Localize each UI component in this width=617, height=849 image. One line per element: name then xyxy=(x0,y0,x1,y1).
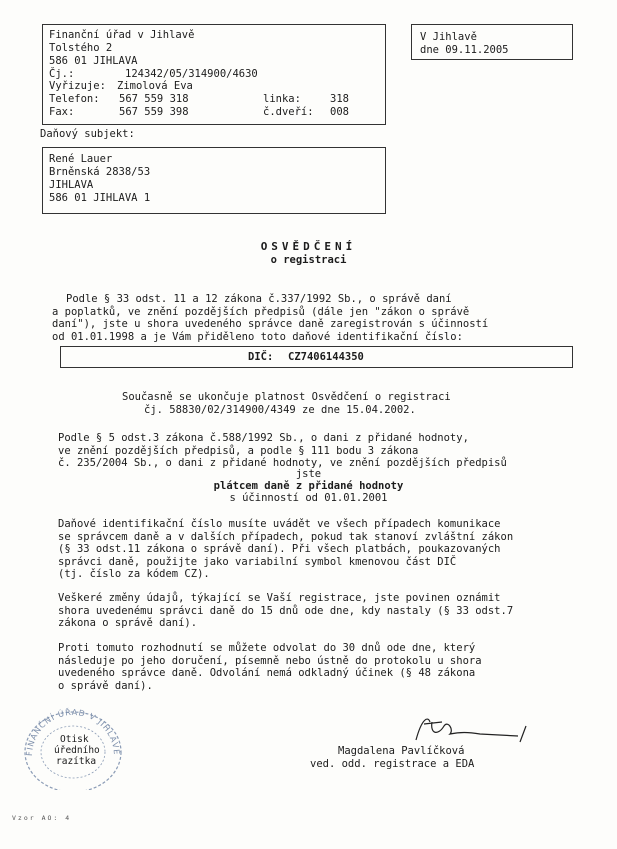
dic-usage-paragraph xyxy=(58,518,513,581)
para-line: zákona o správě daní). xyxy=(58,617,198,630)
stamp-ring-text: FINANČNÍ ÚŘAD V JIHLAVĚ xyxy=(24,707,122,757)
para-line: se správcem daně a v dalších případech, pokud tak stanoví zvláštní zákon xyxy=(58,530,514,543)
termination-ref: čj. 58830/02/314900/4349 ze dne 15.04.2002. xyxy=(144,404,416,416)
taxpayer-name: René Lauer xyxy=(49,153,113,165)
fax-value: 567 559 398 xyxy=(119,106,189,118)
para-line: (tj. číslo za kódem CZ). xyxy=(58,568,210,581)
dic-label: DIČ: xyxy=(248,351,274,363)
taxpayer-postal: 586 01 JIHLAVA 1 xyxy=(49,192,151,204)
signatory-role: ved. odd. registrace a EDA xyxy=(310,758,475,770)
office-city: 586 01 JIHLAVA xyxy=(49,55,138,67)
jste-word: jste xyxy=(295,468,322,480)
para-line: uvedeného správce daně. Odvolání nemá odkladný účinek (§ 48 zákona xyxy=(58,667,476,680)
appeal-paragraph xyxy=(58,642,482,692)
door-value: 008 xyxy=(330,106,349,118)
signatory-name: Magdalena Pavlíčková xyxy=(338,745,465,757)
stamp-line-2: úředního xyxy=(54,745,100,756)
fax-label: Fax: xyxy=(49,106,75,118)
changes-paragraph xyxy=(58,592,513,630)
phone-label: Telefon: xyxy=(49,93,100,105)
para-line: správci daně, použijte jako variabilní symbol kmenovou část DIČ xyxy=(58,555,457,568)
para-line: Proti tomuto rozhodnutí se můžete odvolat do 30 dnů ode dne, který xyxy=(58,642,476,654)
vat-paragraph xyxy=(58,432,507,470)
payer-effective: s účinností od 01.01.2001 xyxy=(229,492,388,504)
handler-label: Vyřizuje: xyxy=(49,80,106,92)
phone-value: 567 559 318 xyxy=(119,93,189,105)
ext-label: linka: xyxy=(263,93,301,105)
form-code: Vzor AO: 4 xyxy=(12,814,72,822)
stamp-line-1: Otisk xyxy=(60,734,89,745)
para-line: Podle § 5 odst.3 zákona č.588/1992 Sb., o dani z přidané hodnoty, xyxy=(58,432,469,444)
document-title: OSVĚDČENÍ xyxy=(260,240,357,253)
issue-date: dne 09.11.2005 xyxy=(420,44,509,56)
para-line: ve znění pozdějších předpisů, a podle § 111 bodu 3 zákona xyxy=(58,444,419,457)
office-name: Finanční úřad v Jihlavě xyxy=(49,29,195,41)
para-line: a poplatků, ve znění pozdějších předpisů (dále jen "zákon o správě xyxy=(52,305,470,318)
taxpayer-label: Daňový subjekt: xyxy=(40,128,135,140)
dic-value: CZ7406144350 xyxy=(288,351,364,363)
ref-label: Čj.: xyxy=(49,68,75,80)
para-line: (§ 33 odst.11 zákona o správě daní). Při všech platbách, poukazovaných xyxy=(58,543,501,556)
office-street: Tolstého 2 xyxy=(49,42,113,54)
para-line: shora uvedenému správci daně do 15 dnů ode dne, kdy nastaly (§ 33 odst.7 xyxy=(58,604,514,617)
taxpayer-street: Brněnská 2838/53 xyxy=(49,166,151,178)
para-line: od 01.01.1998 a je Vám přiděleno toto daňové identifikační číslo: xyxy=(52,330,463,343)
taxpayer-city: JIHLAVA xyxy=(49,179,94,191)
registration-paragraph xyxy=(52,293,489,343)
handwritten-signature xyxy=(408,712,538,748)
handler-value: Zimolová Eva xyxy=(117,80,193,92)
ref-value: 124342/05/314900/4630 xyxy=(125,68,258,80)
stamp-line-3: razítka xyxy=(56,756,97,767)
ext-value: 318 xyxy=(330,93,349,105)
door-label: č.dveří: xyxy=(263,106,314,118)
para-line: následuje po jeho doručení, písemně nebo ústně do protokolu u shora xyxy=(58,654,482,667)
para-line: Daňové identifikační číslo musíte uvádět ve všech případech komunikace xyxy=(58,518,501,530)
document-subtitle: o registraci xyxy=(270,254,347,266)
para-line: Veškeré změny údajů, týkající se Vaší registrace, jste povinen oznámit xyxy=(58,592,501,604)
para-line: Podle § 33 odst. 11 a 12 zákona č.337/1992 Sb., o správě daní xyxy=(66,293,452,305)
para-line: daní"), jste u shora uvedeného správce daně zaregistrován s účinností xyxy=(52,318,489,331)
para-line: o správě daní). xyxy=(58,679,153,692)
date-place: V Jihlavě xyxy=(420,31,477,43)
para-line: č. 235/2004 Sb., o dani z přidané hodnoty, ve znění pozdějších předpisů xyxy=(58,457,507,470)
payer-status: plátcem daně z přidané hodnoty xyxy=(213,480,404,492)
termination-line: Současně se ukončuje platnost Osvědčení o registraci xyxy=(122,391,451,403)
